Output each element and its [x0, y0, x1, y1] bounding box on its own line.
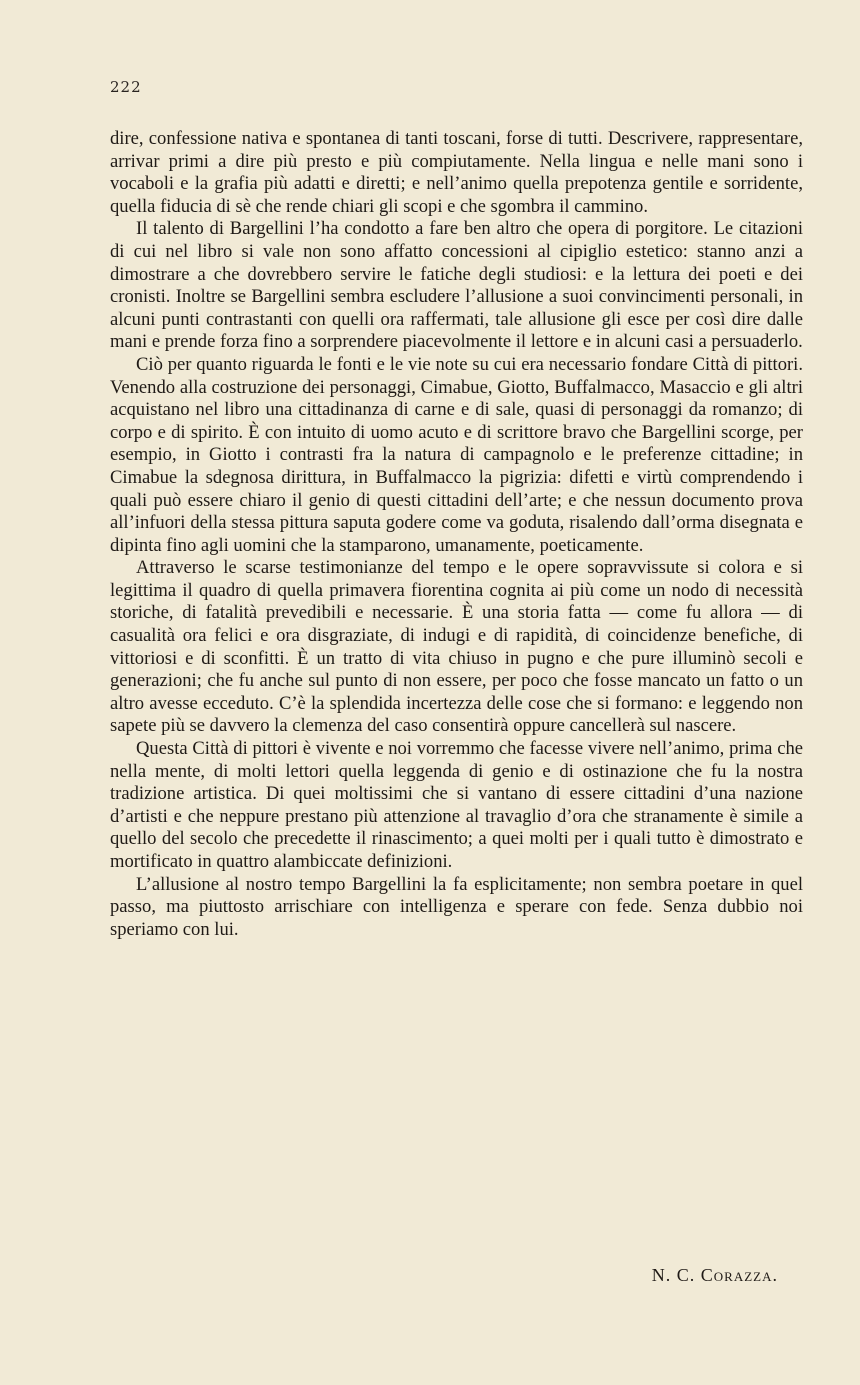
- page-number: 222: [110, 78, 142, 96]
- author-signature: N. C. Corazza.: [651, 1265, 778, 1285]
- paragraph-2: Il talento di Bargellini l’ha condotto a fare ben altro che opera di porgitore. Le citazioni di cui nel libro si vale non sono affatto concessioni al cipiglio estetico: stanno anzi a dimostrare a che dovrebbero servire le fatiche degli studiosi: e la lettura dei poeti e dei cronisti. Inoltre se Bargellini sembra escludere l’allusione a suoi convincimenti personali, in alcuni punti contrastanti con quelli ora raffermati, tale allusione gli esce per così dire dalle mani e prende forza fino a sorprendere piacevolmente il lettore e in alcuni casi a persuaderlo.: [110, 218, 803, 353]
- paragraph-6: L’allusione al nostro tempo Bargellini la fa esplicitamente; non sembra poetare in quel passo, ma piuttosto arrischiare con intelligenza e sperare con fede. Senza dubbio noi speriamo con lui.: [110, 873, 803, 940]
- article-body: [110, 128, 803, 941]
- paragraph-3: Ciò per quanto riguarda le fonti e le vie note su cui era necessario fondare Città di pittori. Venendo alla costruzione dei personaggi, Cimabue, Giotto, Buffalmacco, Masaccio e gli altri acquistano nel libro una cittadinanza di carne e di sale, quasi di personaggi da romanzo; di corpo e di spirito. È con intuito di uomo acuto e di scrittore bravo che Bargellini scorge, per esempio, in Giotto i contrasti fra la natura di campagnolo e le preferenze cittadine; in Cimabue la sdegnosa dirittura, in Buffalmacco la pigrizia: difetti e virtù comprendendo i quali può essere chiaro il genio di questi cittadini dell’arte; e che nessun documento prova all’infuori della stessa pittura saputa godere come va goduta, risalendo dall’orma disegnata e dipinta fino agli uomini che la stamparono, umanamente, poeticamente.: [110, 353, 803, 556]
- paragraph-4: Attraverso le scarse testimonianze del tempo e le opere sopravvissute si colora e si legittima il quadro di quella primavera fiorentina cognita ai più come un nodo di necessità storiche, di fatalità prevedibili e necessarie. È una storia fatta — come fu allora — di casualità ora felici e ora disgraziate, di indugi e di rapidità, di coincidenze benefiche, di vittoriosi e di sconfitti. È un tratto di vita chiuso in pugno e che pure illuminò secoli e generazioni; che fu anche sul punto di non essere, per poco che fosse mancato un fatto o un altro avesse ecceduto. C’è la splendida incertezza delle cose che si formano: e leggendo non sapete più se davvero la clemenza del caso consentirà oppure cancellerà sul nascere.: [110, 557, 803, 737]
- paragraph-5: Questa Città di pittori è vivente e noi vorremmo che facesse vivere nell’animo, prima che nella mente, di molti lettori quella leggenda di genio e di ostinazione che fu la nostra tradizione artistica. Di quei moltissimi che si vantano di essere cittadini d’una nazione d’artisti e che neppure prestano più attenzione al travaglio d’ora che stranamente è simile a quello del secolo che precedette il rinascimento; a quei molti per i quali tutto è dimostrato e mortificato in quattro alambiccate definizioni.: [110, 738, 803, 872]
- paragraph-1: dire, confessione nativa e spontanea di tanti toscani, forse di tutti. Descrivere, rappresentare, arrivar primi a dire più presto e più compiutamente. Nella lingua e nelle mani sono i vocaboli e la grafia più adatti e diretti; e nell’animo quella prepotenza gentile e sorridente, quella fiducia di sè che rende chiari gli scopi e che sgombra il cammino.: [110, 128, 803, 217]
